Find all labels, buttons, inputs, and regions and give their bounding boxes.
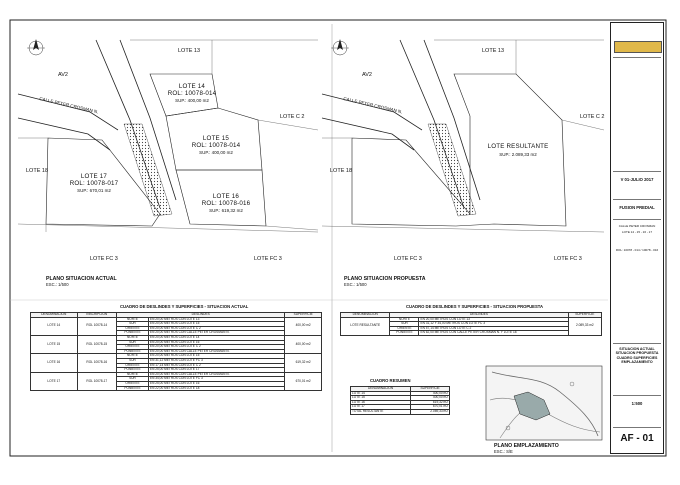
title-block-project: FUSION PREDIAL xyxy=(619,205,655,210)
orientation-cell: SUR xyxy=(117,322,149,327)
lot-17-label: LOTE 17 xyxy=(80,173,108,180)
lot-13-label: LOTE 13 xyxy=(178,48,201,54)
orientation-cell: SUR xyxy=(117,340,149,345)
divider xyxy=(613,343,661,344)
table-header: DESLINDES xyxy=(117,313,285,318)
orientation-cell: SUR xyxy=(390,322,419,327)
north-arrow-icon xyxy=(331,39,349,55)
divider xyxy=(613,57,661,58)
orientation-cell: SUR xyxy=(117,358,149,363)
title-block xyxy=(610,22,664,454)
orientation-cell: PONIENTE xyxy=(117,386,149,391)
deslinde-cell: EN 25,00 METROS CON LOTE 17 xyxy=(148,368,284,373)
deslinde-cell: EN 20,00 METROS CON LOTE C 2 xyxy=(148,326,284,331)
orientation-cell: ORIENTE xyxy=(117,326,149,331)
table-propuesta-title: CUADRO DE DESLINDES Y SUPERFICIES - SITUACION PROPUESTA xyxy=(406,304,544,309)
superficie-cell: 619,32 m2 xyxy=(285,354,322,372)
deslinde-cell: EN 31,12 Y 34,00 METROS CON LOTE FC 3 xyxy=(419,322,568,327)
inscripcion-cell: ROL 10078-17 xyxy=(77,372,117,390)
emplazamiento-map xyxy=(486,366,602,440)
plan-propuesta-title: PLANO SITUACION PROPUESTA xyxy=(344,276,426,282)
lot-name-cell: LOTE 17 xyxy=(31,372,78,390)
table-header: DESLINDES xyxy=(390,313,568,318)
lot-fc3-label: LOTE FC 3 xyxy=(554,256,582,262)
lot-name-cell: LOTE RESULTANTE xyxy=(341,317,390,335)
inscripcion-cell: ROL 10078-16 xyxy=(77,354,117,372)
deslinde-cell: EN 57,14 METROS CON LOTE C 2 xyxy=(419,326,568,331)
lot-15-label: LOTE 15 xyxy=(202,135,230,142)
emplazamiento-scale: ESC.: S/E xyxy=(494,449,513,454)
orientation-cell: PONIENTE xyxy=(117,349,149,354)
plan-propuesta-map xyxy=(322,39,604,232)
lot-17-sup: SUP.: 670,01 m2 xyxy=(77,188,111,193)
deslinde-cell: EN 20,00 METROS CON LOTE 13 xyxy=(419,317,568,322)
av2-label: AV2 xyxy=(58,72,68,78)
sheet-number: AF - 01 xyxy=(620,433,654,444)
superficie-cell: 619,32 m2 xyxy=(411,400,450,405)
lot-fc3-label: LOTE FC 3 xyxy=(254,256,282,262)
lot-14-rol: ROL: 10078-014 xyxy=(167,90,217,97)
lot-fc3-label: LOTE FC 3 xyxy=(90,256,118,262)
orientation-cell: ORIENTE xyxy=(117,381,149,386)
sidewalk-hatch xyxy=(124,124,172,216)
divider xyxy=(613,171,661,172)
table-header: DENOMINACION xyxy=(31,313,78,318)
north-arrow-icon xyxy=(27,39,45,55)
deslinde-cell: EN 62,00 METROS CON CALLE PETER CROSMAN N. Y LOTE 18 xyxy=(419,331,568,336)
lot-16-sup: SUP.: 619,32 m2 xyxy=(209,208,243,213)
lot-13-label: LOTE 13 xyxy=(482,48,505,54)
street-edge xyxy=(322,118,414,150)
orientation-cell: NORTE xyxy=(117,317,149,322)
table-header: SUPERFICIE xyxy=(568,313,601,318)
lot-15-rol: ROL: 10078-014 xyxy=(191,142,241,149)
lot-c2-label: LOTE C 2 xyxy=(580,114,605,120)
title-block-contents: SITUACION ACTUAL SITUACION PROPUESTA CUADRO SUPERFICIES EMPLAZAMIENTO xyxy=(615,347,659,365)
company-logo xyxy=(614,41,662,53)
street-edge xyxy=(322,94,422,130)
superficie-cell: 400,00 m2 xyxy=(285,317,322,335)
street-edge xyxy=(18,94,118,130)
superficie-cell: 400,00 m2 xyxy=(411,391,450,396)
street-edge xyxy=(18,118,110,150)
orientation-cell: PONIENTE xyxy=(117,368,149,373)
divider xyxy=(613,395,661,396)
orientation-cell: PONIENTE xyxy=(117,331,149,336)
lot-name-cell: LOTE 14 xyxy=(31,317,78,335)
lot-16-label: LOTE 16 xyxy=(212,193,240,200)
table-actual xyxy=(30,312,322,391)
inscripcion-cell: ROL 10078-15 xyxy=(77,335,117,353)
table-header: SUPERFICIE xyxy=(285,313,322,318)
orientation-cell: NORTE xyxy=(117,335,149,340)
deslinde-cell: EN 20,00 METROS CON LOTE 14 xyxy=(148,335,284,340)
av2-label: AV2 xyxy=(362,72,372,78)
deslinde-cell: EN 20,00 METROS CON LOTE 16 xyxy=(148,340,284,345)
lot-name-cell: LOTE 15 xyxy=(31,335,78,353)
superficie-cell: 400,00 m2 xyxy=(285,335,322,353)
title-block-date: V 01-JULIO 2017 xyxy=(620,177,654,182)
lot-14-label: LOTE 14 xyxy=(178,83,206,90)
deslinde-cell: EN 17,14 METROS CON LOTE C 2 xyxy=(148,363,284,368)
table-header: DENOMINACION xyxy=(341,313,390,318)
table-header: INSCRIPCION xyxy=(77,313,117,318)
lot-fc3-label: LOTE FC 3 xyxy=(394,256,422,262)
total-value-cell: 2.089,33 m2 xyxy=(411,409,450,414)
lot-name-cell: LOTE 14 xyxy=(351,391,411,396)
lot-16-rol: ROL: 10078-016 xyxy=(201,200,251,207)
deslinde-cell: EN 20,00 METROS CON LOTE 15 xyxy=(148,322,284,327)
street-label: CALLE PETER CROSMAN N. xyxy=(342,96,403,115)
lot-17-rol: ROL: 10078-017 xyxy=(69,180,119,187)
plan-actual-map xyxy=(18,39,318,232)
lot-name-cell: LOTE 16 xyxy=(31,354,78,372)
lot-line xyxy=(258,120,318,130)
divider xyxy=(613,219,661,220)
lot-resultante-sup: SUP.: 2.089,33 m2 xyxy=(499,152,537,157)
plan-actual-title: PLANO SITUACION ACTUAL xyxy=(46,276,117,282)
superficie-cell: 670,01 m2 xyxy=(411,405,450,410)
deslinde-cell: EN 20,00 METROS CON CALLE PETER CROSMAN N. xyxy=(148,372,284,377)
superficie-cell: 2.089,33 m2 xyxy=(568,317,601,335)
deslinde-cell: EN 25,00 METROS CON LOTE 16 xyxy=(148,381,284,386)
plan-actual-scale: ESC.: 1/500 xyxy=(46,282,69,287)
orientation-cell: ORIENTE xyxy=(390,326,419,331)
deslinde-cell: EN 20,00 METROS CON CALLE PETER CROSMAN N. xyxy=(148,349,284,354)
inscripcion-cell: ROL 10078-14 xyxy=(77,317,117,335)
divider xyxy=(613,427,661,428)
lot-c2-label: LOTE C 2 xyxy=(280,114,305,120)
lot-line xyxy=(562,120,604,130)
lot-14-sup: SUP.: 400,00 m2 xyxy=(175,98,209,103)
lot-line xyxy=(18,224,318,232)
deslinde-cell: EN 20,00 METROS CON CALLE PETER CROSMAN N. xyxy=(148,331,284,336)
deslinde-cell: EN 20,00 METROS CON LOTE 13 xyxy=(148,317,284,322)
table-resumen xyxy=(350,386,450,415)
orientation-cell: PONIENTE xyxy=(390,331,419,336)
total-label-cell: TOTAL RESULTANTE xyxy=(351,409,411,414)
orientation-cell: SUR xyxy=(117,377,149,382)
deslinde-cell: EN 20,00 METROS CON LOTE 15 xyxy=(148,354,284,359)
table-header: SUPERFICIE xyxy=(411,387,450,392)
superficie-cell: 670,01 m2 xyxy=(285,372,322,390)
emplazamiento-title: PLANO EMPLAZAMIENTO xyxy=(494,443,559,449)
deslinde-cell: EN 22,00 METROS CON LOTE 18 xyxy=(148,386,284,391)
orientation-cell: NORTE xyxy=(390,317,419,322)
lot-name-cell: LOTE 17 xyxy=(351,405,411,410)
lot-resultante-label: LOTE RESULTANTE xyxy=(487,143,549,150)
table-header: DENOMINACION xyxy=(351,387,411,392)
sidewalk-hatch xyxy=(428,124,476,216)
lot-name-cell: LOTE 15 xyxy=(351,396,411,401)
table-total-row xyxy=(351,409,450,414)
orientation-cell: NORTE xyxy=(117,354,149,359)
orientation-cell: NORTE xyxy=(117,372,149,377)
orientation-cell: ORIENTE xyxy=(117,363,149,368)
street-label: CALLE PETER CROSMAN N. xyxy=(38,96,99,115)
lot-18-label: LOTE 18 xyxy=(26,168,49,174)
lot-line xyxy=(266,226,318,230)
deslinde-cell: EN 20,00 METROS CON LOTE C 2 xyxy=(148,345,284,350)
orientation-cell: ORIENTE xyxy=(117,345,149,350)
title-block-roles: ROL: 10078 - 014 / 10078 - 016 xyxy=(615,249,659,252)
table-propuesta xyxy=(340,312,602,336)
table-resumen-title: CUADRO RESUMEN xyxy=(370,378,411,383)
title-block-calle: CALLE PETER CROSMAN xyxy=(618,225,656,228)
title-block-lotes: LOTE 14 - 15 - 16 - 17 xyxy=(621,231,652,234)
lot-line xyxy=(322,226,604,232)
divider xyxy=(613,199,661,200)
title-block-scale: 1:500 xyxy=(631,401,643,406)
plan-propuesta-scale: ESC.: 1/500 xyxy=(344,282,367,287)
deslinde-cell: EN 34,00 METROS CON LOTE FC 3 xyxy=(148,377,284,382)
table-actual-title: CUADRO DE DESLINDES Y SUPERFICIES - SITUACION ACTUAL xyxy=(120,304,249,309)
lot-15-sup: SUP.: 400,00 m2 xyxy=(199,150,233,155)
deslinde-cell: EN 31,12 METROS CON LOTE FC 3 xyxy=(148,358,284,363)
superficie-cell: 400,00 m2 xyxy=(411,396,450,401)
lot-name-cell: LOTE 16 xyxy=(351,400,411,405)
lot-18-label: LOTE 18 xyxy=(330,168,353,174)
